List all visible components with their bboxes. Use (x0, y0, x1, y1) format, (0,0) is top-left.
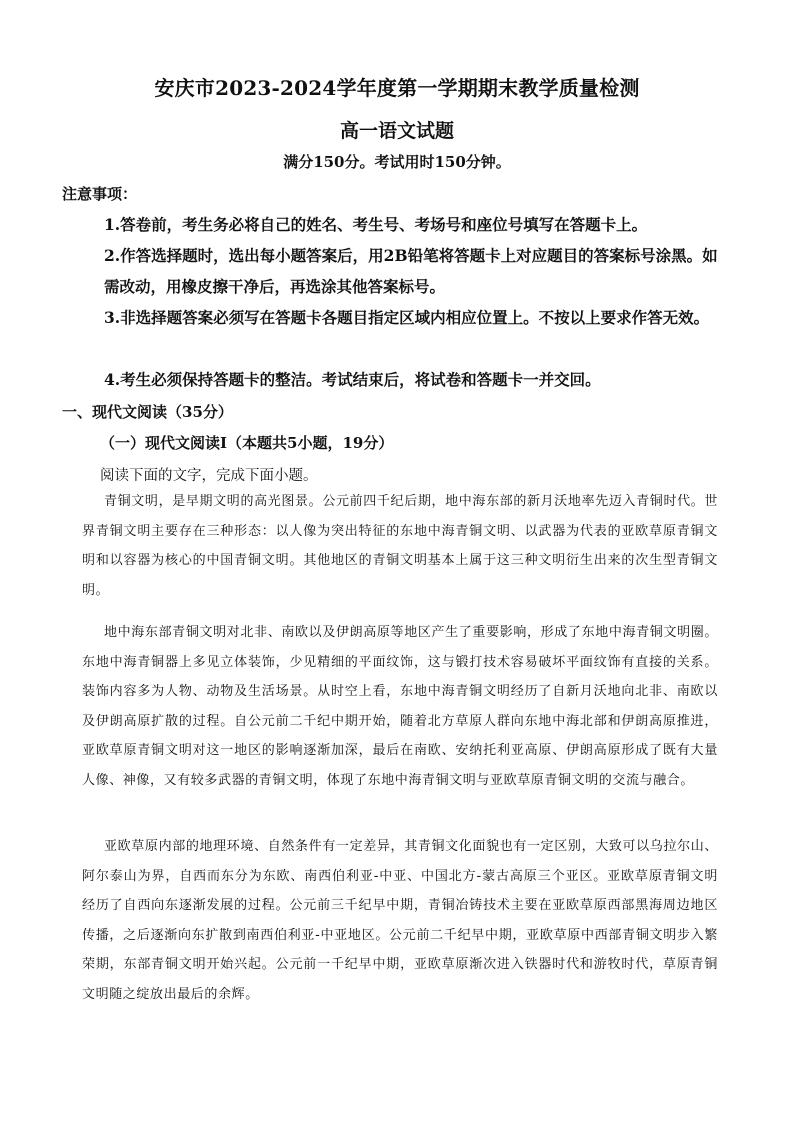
exam-title: 安庆市2023-2024学年度第一学期期末教学质量检测 (154, 76, 640, 100)
notes-heading: 注意事项： (62, 185, 138, 203)
section-heading: 一、现代文阅读（35分） (62, 403, 233, 421)
note-item-1 (82, 209, 718, 240)
note-item-2-text: 2.作答选择题时，选出每小题答案后，用2B铅笔将答题卡上对应题目的答案标号涂黑。如需改动，用橡皮擦干净后，再选涂其他答案标号。 (104, 246, 718, 296)
subsection-heading: （一）现代文阅读Ⅰ（本题共5小题，19分） (100, 434, 394, 452)
note-item-4-text: 4.考生必须保持答题卡的整洁。考试结束后，将试卷和答题卡一并交回。 (104, 370, 601, 389)
note-item-4 (82, 364, 718, 395)
passage-paragraph-2: 地中海东部青铜文明对北非、南欧以及伊朗高原等地区产生了重要影响，形成了东地中海青铜文明圈。东地中海青铜器上多见立体装饰，少见精细的平面纹饰，这与锻打技术容易破坏平面纹饰有直接的关系。装饰内容多为人物、动物及生活场景。从时空上看，东地中海青铜文明经历了自新月沃地向北非、南欧以及伊朗高原扩散的过程。自公元前二千纪中期开始，随着北方草原人群向东地中海北部和伊朗高原推进，亚欧草原青铜文明对这一地区的影响逐渐加深，最后在南欧、安纳托利亚高原、伊朗高原形成了既有大量人像、神像，又有较多武器的青铜文明，体现了东地中海青铜文明与亚欧草原青铜文明的交流与融合。 (82, 625, 718, 788)
note-item-3-text: 3.非选择题答案必须写在答题卡各题目指定区域内相应位置上。不按以上要求作答无效。 (104, 308, 710, 327)
note-item-3 (82, 302, 718, 333)
note-item-2 (82, 240, 718, 302)
exam-info: 满分150分。考试用时150分钟。 (283, 153, 511, 171)
passage-paragraph-3: 亚欧草原内部的地理环境、自然条件有一定差异，其青铜文化面貌也有一定区别，大致可以乌拉尔山、阿尔泰山为界，自西而东分为东欧、南西伯利亚-中亚、中国北方-蒙古高原三个亚区。亚欧草原青铜文明经历了自西向东逐渐发展的过程。公元前三千纪早中期，青铜冶铸技术主要在亚欧草原西部黑海周边地区传播，之后逐渐向东扩散到南西伯利亚-中亚地区。公元前二千纪早中期，亚欧草原中西部青铜文明步入繁荣期，东部青铜文明开始兴起。公元前一千纪早中期，亚欧草原渐次进入铁器时代和游牧时代，草原青铜文明随之绽放出最后的余辉。 (82, 839, 718, 1002)
exam-subtitle: 高一语文试题 (339, 120, 454, 142)
passage-paragraph-1: 青铜文明，是早期文明的高光图景。公元前四千纪后期，地中海东部的新月沃地率先迈入青铜时代。世界青铜文明主要存在三种形态：以人像为突出特征的东地中海青铜文明、以武器为代表的亚欧草原青铜文明和以容器为核心的中国青铜文明。其他地区的青铜文明基本上属于这三种文明衍生出来的次生型青铜文明。 (82, 494, 718, 598)
note-item-1-text: 1.答卷前，考生务必将自己的姓名、考生号、考场号和座位号填写在答题卡上。 (104, 215, 648, 234)
reading-instruction: 阅读下面的文字，完成下面小题。 (100, 468, 318, 484)
